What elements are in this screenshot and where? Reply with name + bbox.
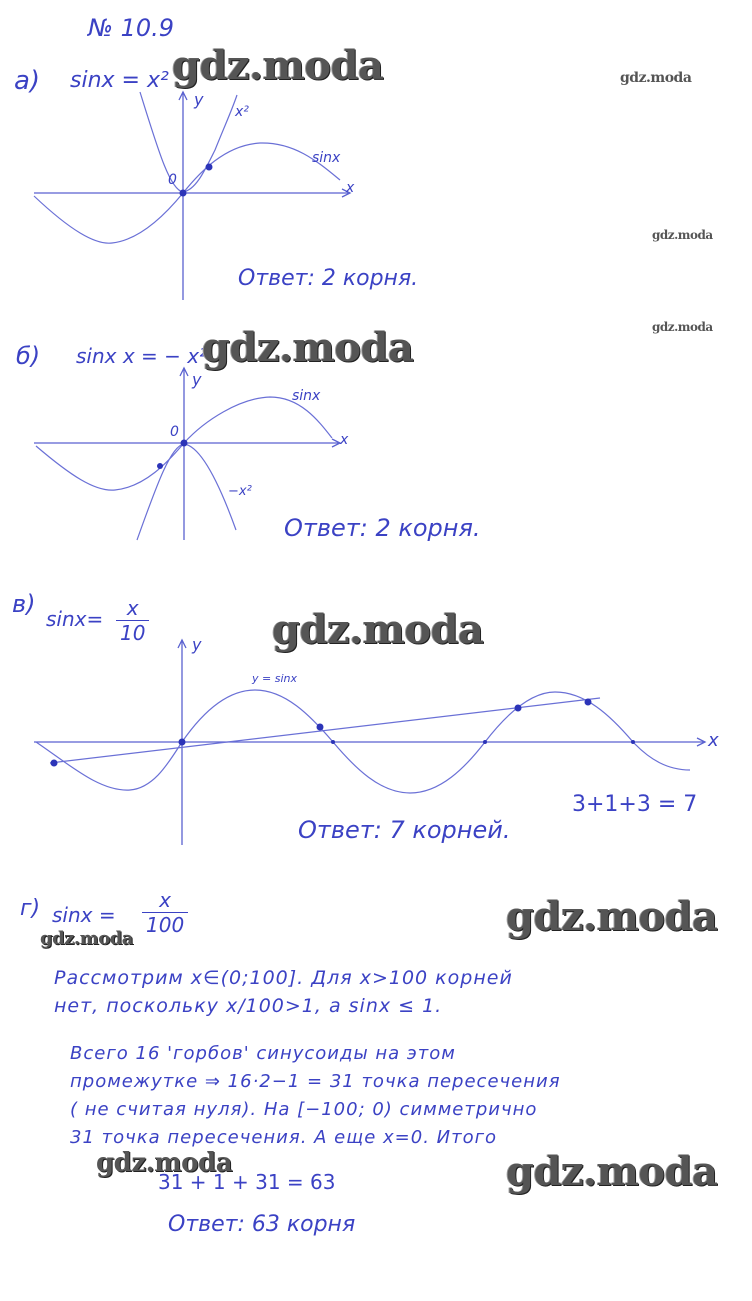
watermark-5: gdz.moda <box>202 324 414 371</box>
graph-a-sin-label: sinx <box>312 150 341 166</box>
part-g-answer: Ответ: 63 корня <box>168 1212 356 1237</box>
graph-v-curve-label: y = sinx <box>252 672 297 685</box>
watermark-2: gdz.moda <box>620 70 692 86</box>
watermark-9: gdz.moda <box>96 1148 233 1178</box>
graph-v-tick-2 <box>483 740 487 744</box>
graph-v-tick-3 <box>631 740 635 744</box>
graph-v-root-3 <box>317 724 324 731</box>
watermark-6: gdz.moda <box>272 606 484 653</box>
part-a-label: а) <box>14 66 41 96</box>
part-g-paragraph-1 <box>54 964 513 1020</box>
graph-b-y-label: y <box>192 370 202 389</box>
watermark-4: gdz.moda <box>652 320 713 334</box>
part-v-count: 3+1+3 = 7 <box>572 792 698 817</box>
watermark-3: gdz.moda <box>652 228 713 242</box>
part-g-paragraph-2 <box>70 1040 561 1152</box>
part-b-answer: Ответ: 2 корня. <box>284 514 481 542</box>
part-g-label: г) <box>20 896 41 921</box>
graph-b-sin-label: sinx <box>292 388 321 404</box>
graph-b-parabola-label: −x² <box>228 484 252 499</box>
part-v-label: в) <box>12 590 36 618</box>
graph-a-x-label: x <box>346 180 355 196</box>
part-v-frac-den: 10 <box>120 621 146 645</box>
part-g-line-3: Всего 16 'горбов' синусоиды на этом <box>70 1043 456 1064</box>
part-v-equation: sinx= <box>46 607 104 631</box>
part-g-line-4: промежутке ⇒ 16·2−1 = 31 точка пересечения <box>70 1071 561 1092</box>
problem-number: № 10.9 <box>88 14 175 42</box>
part-g-sum: 31 + 1 + 31 = 63 <box>158 1170 336 1194</box>
watermark-1: gdz.moda <box>172 42 384 89</box>
graph-v-root-2 <box>179 739 186 746</box>
part-a-answer: Ответ: 2 корня. <box>238 266 419 291</box>
graph-v-tick-1 <box>331 740 335 744</box>
graph-v-y-label: y <box>192 635 202 654</box>
watermark-10: gdz.moda <box>506 1148 718 1195</box>
watermark-7: gdz.moda <box>506 893 718 940</box>
graph-a-y-label: y <box>194 90 204 109</box>
graph-v-x-label: x <box>708 730 719 751</box>
part-g-line-6: 31 точка пересечения. А еще x=0. Итого <box>70 1127 498 1148</box>
part-g-line-2: нет, поскольку x/100>1, а sinx ≤ 1. <box>54 995 443 1017</box>
graph-v-root-5 <box>585 699 592 706</box>
part-g-fraction <box>142 888 188 937</box>
part-g-equation: sinx = <box>52 903 116 927</box>
graph-b-origin: 0 <box>170 424 179 440</box>
graph-b-x-label: x <box>340 432 349 448</box>
part-b-label: б) <box>16 342 41 370</box>
graph-v-root-1 <box>51 760 58 767</box>
graph-a-origin: 0 <box>168 172 177 188</box>
part-v-frac-num: x <box>116 596 149 621</box>
part-a-equation: sinx = x² <box>70 68 169 93</box>
graph-v-root-4 <box>515 705 522 712</box>
part-v-answer: Ответ: 7 корней. <box>298 816 511 844</box>
part-g-line-1: Рассмотрим x∈(0;100]. Для x>100 корней <box>54 967 513 989</box>
part-g-line-5: ( не считая нуля). На [−100; 0) симметрично <box>70 1099 538 1120</box>
part-g-frac-num: x <box>142 888 188 913</box>
graph-a-parabola-label: x² <box>235 104 249 120</box>
part-b-equation: sinx x = − x² <box>76 344 208 368</box>
watermark-8: gdz.moda <box>40 928 133 949</box>
part-g-frac-den: 100 <box>146 913 185 937</box>
